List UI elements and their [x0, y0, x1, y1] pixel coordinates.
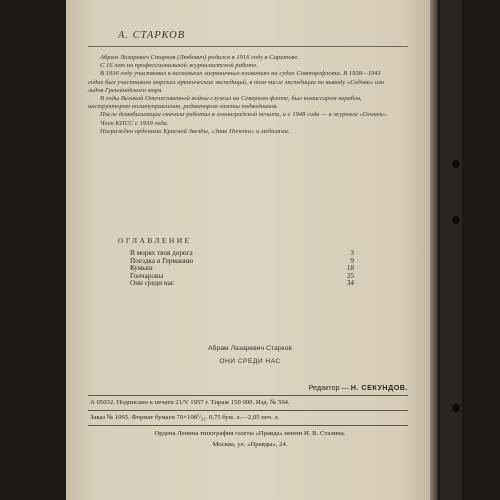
toc-entry — [130, 265, 354, 273]
binder — [440, 0, 462, 500]
binder-hole — [452, 404, 460, 412]
imprint-author: Абрам Лазаревич Старков — [208, 345, 292, 352]
toc-entry-title: Кумыш — [130, 264, 153, 273]
toc-entry-page: 25 — [346, 271, 354, 280]
toc-entry-title: Они среди нас — [130, 279, 175, 288]
divider — [88, 395, 408, 396]
binder-hole — [452, 216, 460, 224]
page-edge — [430, 0, 438, 500]
imprint-press: Ордена Ленина типография газеты «Правда» имени И. В. Сталина. — [154, 430, 346, 437]
toc-entry — [130, 258, 354, 266]
author-bio — [88, 54, 388, 136]
imprint-order-info: Заказ № 1065. Формат бумаги 70×108¹/₃₂. 0,75 бум. л.—2,05 печ. л. — [90, 414, 280, 421]
bio-paragraph: После демобилизации сначала работал в ленинградской печати, а с 1948 года — в журнале «Огонек». — [100, 111, 388, 119]
bio-paragraph: Член КПСС с 1939 года. — [100, 119, 169, 127]
bio-paragraph: В годы Великой Отечественной войны служил на Северном флоте, был комиссаром корабля, инструктором политуправления, редактором газеты подводников. — [88, 95, 362, 111]
imprint-title: ОНИ СРЕДИ НАС — [219, 358, 281, 365]
imprint-editor — [232, 383, 408, 392]
toc-entry-title: В морях твоя дорога — [130, 249, 193, 257]
bio-paragraph: В 1936 году участвовал в нескольких заграничных плаваниях на судах Совторгфлота. В 1938—1941 годах был участником морских арктических экспедиций, в том числе экспедиции по выводу «Седова» изо льдов Гренландского моря. — [88, 70, 385, 94]
table-of-contents — [130, 250, 354, 288]
divider — [88, 410, 408, 411]
editor-name: Н. СЕКУНДОВ. — [350, 383, 408, 392]
toc-entry-title: Гончаровы — [130, 271, 164, 280]
bio-paragraph: Абрам Лазаревич Старков (Любович) родился в 1916 году в Саратове. — [100, 54, 299, 61]
toc-entry-page: 18 — [346, 264, 354, 273]
toc-entry — [130, 280, 354, 288]
editor-label: Редактор — — [308, 383, 349, 392]
divider — [88, 46, 408, 47]
binder-hole — [452, 160, 460, 168]
toc-entry-page: 34 — [346, 279, 354, 288]
author-heading: А. СТАРКОВ — [118, 30, 186, 41]
toc-title: ОГЛАВЛЕНИЕ — [118, 236, 192, 245]
toc-entry-page: 9 — [350, 256, 354, 265]
toc-entry-title: Поездка в Германию — [130, 256, 194, 265]
bio-paragraph: Награжден орденами Красной Звезды, «Знак Почета» и медалями. — [100, 127, 290, 135]
imprint-press-address: Москва, ул. «Правды», 24. — [212, 441, 288, 448]
imprint-print-info: А 05032. Подписано к печати 21/V 1957 г. Тираж 150 000. Изд. № 594. — [90, 399, 290, 406]
bio-paragraph: С 16 лет на профессиональной журналистской работе. — [100, 62, 258, 70]
divider — [88, 425, 408, 426]
toc-entry-page: 3 — [350, 249, 354, 257]
